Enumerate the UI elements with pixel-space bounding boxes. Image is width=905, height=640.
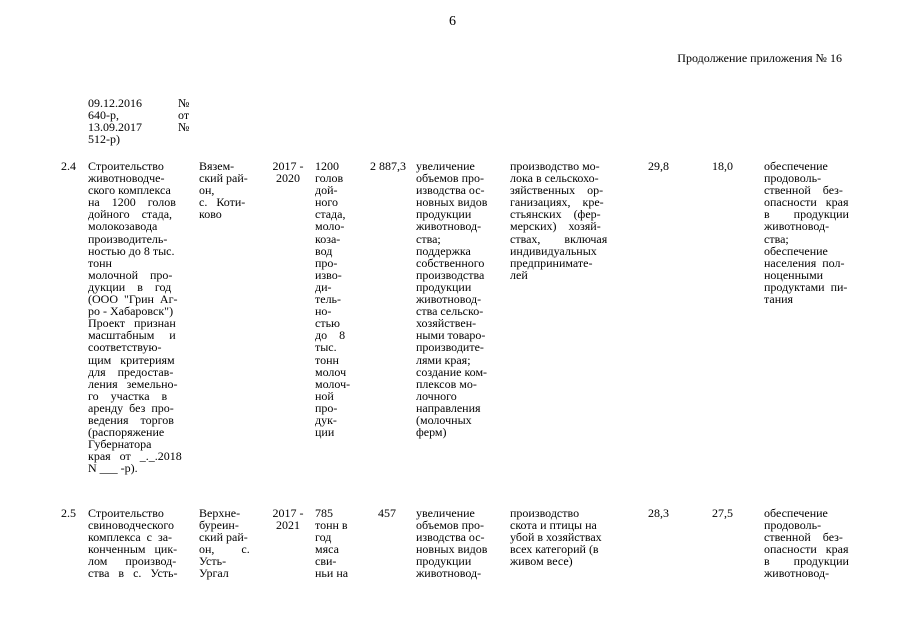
text-line: про- bbox=[315, 400, 338, 415]
text-line: в продукции bbox=[764, 554, 849, 569]
text-line: на 1200 голов bbox=[88, 195, 176, 210]
text-line: Строительство bbox=[88, 159, 164, 173]
text-line: Проект признан bbox=[88, 316, 176, 331]
text-line: но- bbox=[315, 304, 332, 319]
project-location bbox=[199, 507, 250, 580]
text-line: животновод- bbox=[764, 219, 830, 234]
text-line: Усть- bbox=[199, 554, 227, 569]
continuation-heading: Продолжение приложения № 16 bbox=[677, 51, 842, 65]
text-line: в продукции bbox=[764, 207, 849, 222]
text-line: № bbox=[178, 96, 190, 110]
text-line: ственной без- bbox=[764, 530, 843, 545]
text-line: N ___ -р). bbox=[88, 461, 138, 476]
text-line: моло- bbox=[315, 219, 345, 234]
text-line: (распоряжение bbox=[88, 425, 165, 440]
text-line: го участка в bbox=[88, 388, 168, 403]
row-number: 2.4 bbox=[61, 159, 76, 173]
text-line: 2021 bbox=[276, 518, 300, 533]
text-line: масштабным и bbox=[88, 328, 176, 343]
text-line: продукции bbox=[416, 279, 472, 294]
text-line: животновод- bbox=[416, 292, 482, 307]
text-line: лей bbox=[510, 267, 528, 282]
text-line: животновод- bbox=[764, 566, 830, 581]
text-line: 13.09.2017 bbox=[88, 120, 142, 135]
text-line: тонн bbox=[88, 255, 112, 270]
text-line: Вязем- bbox=[199, 159, 235, 173]
text-line: ной bbox=[315, 388, 334, 403]
project-years bbox=[266, 507, 310, 531]
text-line: мерских) хозяй- bbox=[510, 219, 601, 234]
text-line: обеспечение bbox=[764, 506, 828, 520]
text-line: лока в сельскохо- bbox=[510, 171, 599, 186]
text-line: увеличение bbox=[416, 159, 475, 173]
project-name bbox=[88, 160, 182, 474]
text-line: молоч bbox=[315, 364, 347, 379]
text-line: новных видов bbox=[416, 195, 488, 210]
text-line: дукции в год bbox=[88, 279, 172, 294]
text-line: производство мо- bbox=[510, 159, 600, 173]
project-indicator bbox=[510, 160, 607, 281]
text-line: производите- bbox=[416, 340, 484, 355]
text-line: 2017 - bbox=[272, 506, 304, 520]
text-line: сви- bbox=[315, 554, 337, 569]
text-line: стью bbox=[315, 316, 341, 331]
text-line: тонн bbox=[315, 352, 339, 367]
text-line: убой в хозяйствах bbox=[510, 530, 602, 545]
text-line: 09.12.2016 bbox=[88, 96, 142, 110]
project-name bbox=[88, 507, 178, 580]
text-line: ства; bbox=[764, 231, 789, 246]
project-indicator bbox=[510, 507, 602, 567]
text-line: обеспечение bbox=[764, 159, 828, 173]
text-line: буреин- bbox=[199, 518, 239, 533]
text-line: (молочных bbox=[416, 412, 472, 427]
text-line: ково bbox=[199, 207, 222, 222]
text-line: ди- bbox=[315, 279, 332, 294]
text-line: стьянских (фер- bbox=[510, 207, 601, 222]
text-line: опасности края bbox=[764, 195, 849, 210]
text-line: до 8 bbox=[315, 328, 346, 343]
text-line: увеличение bbox=[416, 506, 475, 520]
text-line: объемов про- bbox=[416, 171, 485, 186]
text-line: дой- bbox=[315, 183, 338, 198]
row-number: 2.5 bbox=[61, 506, 76, 520]
text-line: животновод- bbox=[416, 219, 482, 234]
project-cost: 457 bbox=[378, 506, 396, 520]
project-result bbox=[764, 160, 849, 305]
text-line: (ООО "Грин Аг- bbox=[88, 292, 178, 307]
text-line: продукции bbox=[416, 554, 472, 569]
text-line: Строительство bbox=[88, 506, 164, 520]
text-line: ностью до 8 тыс. bbox=[88, 243, 175, 258]
text-line: собственного bbox=[416, 255, 485, 270]
text-line: от bbox=[178, 108, 190, 123]
text-line: молочной про- bbox=[88, 267, 173, 282]
text-line: лями края; bbox=[416, 352, 471, 367]
text-line: № bbox=[178, 120, 190, 135]
text-line: производства bbox=[416, 267, 485, 282]
text-line: про- bbox=[315, 255, 338, 270]
text-line: животновод- bbox=[416, 566, 482, 581]
text-line: населения пол- bbox=[764, 255, 845, 270]
text-line: животноводче- bbox=[88, 171, 165, 186]
text-line: продоволь- bbox=[764, 171, 822, 186]
text-line: дук- bbox=[315, 412, 337, 427]
text-line: ства сельско- bbox=[416, 304, 484, 319]
project-capacity bbox=[315, 507, 348, 580]
text-line: стада, bbox=[315, 207, 346, 222]
text-line: вод bbox=[315, 243, 333, 258]
text-line: 512-р) bbox=[88, 132, 120, 147]
text-line: ления земельно- bbox=[88, 376, 178, 391]
text-line: ньи на bbox=[315, 566, 349, 581]
text-line: опасности края bbox=[764, 542, 849, 557]
text-line: производство bbox=[510, 506, 580, 520]
text-line: Губернатора bbox=[88, 437, 152, 452]
text-line: лочного bbox=[416, 388, 457, 403]
text-line: для предостав- bbox=[88, 364, 174, 379]
text-line: ства; bbox=[416, 231, 441, 246]
text-line: с. Коти- bbox=[199, 195, 246, 210]
text-line: ро - Хабаровск") bbox=[88, 304, 174, 319]
text-line: продоволь- bbox=[764, 518, 822, 533]
text-line: год bbox=[315, 530, 332, 545]
text-line: новных видов bbox=[416, 542, 488, 557]
text-line: обеспечение bbox=[764, 243, 828, 258]
text-line: Верхне- bbox=[199, 506, 241, 520]
text-line: поддержка bbox=[416, 243, 471, 258]
text-line: Ургал bbox=[199, 566, 229, 581]
text-line: плексов мо- bbox=[416, 376, 477, 391]
project-goal bbox=[416, 160, 487, 438]
text-line: ганизациях, кре- bbox=[510, 195, 604, 210]
indicator-value-1: 28,3 bbox=[648, 506, 669, 520]
text-line: дойного стада, bbox=[88, 207, 173, 222]
text-line: индивидуальных bbox=[510, 243, 597, 258]
text-line: молокозавода bbox=[88, 219, 158, 234]
text-line: аренду без про- bbox=[88, 400, 174, 415]
text-line: голов bbox=[315, 171, 344, 186]
text-line: зяйственных ор- bbox=[510, 183, 604, 198]
text-line: направления bbox=[416, 400, 481, 415]
text-line: продуктами пи- bbox=[764, 279, 848, 294]
project-result bbox=[764, 507, 849, 580]
text-line: 785 bbox=[315, 506, 333, 520]
text-line: мяса bbox=[315, 542, 339, 557]
text-line: ствах, включая bbox=[510, 231, 608, 246]
project-goal bbox=[416, 507, 487, 580]
text-line: конченным цик- bbox=[88, 542, 178, 557]
text-line: соответствую- bbox=[88, 340, 162, 355]
text-line: коза- bbox=[315, 231, 341, 246]
text-line: всех категорий (в bbox=[510, 542, 599, 557]
project-years bbox=[266, 160, 310, 184]
text-line: края от _._.2018 bbox=[88, 449, 182, 464]
text-line: ский рай- bbox=[199, 171, 248, 186]
text-line: изво- bbox=[315, 267, 342, 282]
indicator-value-2: 27,5 bbox=[712, 506, 733, 520]
top-fragment-right bbox=[178, 97, 189, 133]
text-line: 640-р, bbox=[88, 108, 119, 123]
text-line: продукции bbox=[416, 207, 472, 222]
text-line: щим критериям bbox=[88, 352, 175, 367]
text-line: комплекса с за- bbox=[88, 530, 173, 545]
project-capacity bbox=[315, 160, 350, 438]
text-line: ведения торгов bbox=[88, 412, 174, 427]
project-location bbox=[199, 160, 248, 220]
text-line: 1200 bbox=[315, 159, 339, 173]
text-line: тонн в bbox=[315, 518, 348, 533]
text-line: изводства ос- bbox=[416, 183, 485, 198]
text-line: живом весе) bbox=[510, 554, 573, 569]
text-line: молоч- bbox=[315, 376, 351, 391]
text-line: предпринимате- bbox=[510, 255, 593, 270]
text-line: свиноводческого bbox=[88, 518, 175, 533]
text-line: тыс. bbox=[315, 340, 337, 355]
text-line: ского комплекса bbox=[88, 183, 171, 198]
text-line: хозяйствен- bbox=[416, 316, 477, 331]
text-line: объемов про- bbox=[416, 518, 485, 533]
indicator-value-1: 29,8 bbox=[648, 159, 669, 173]
text-line: ными товаро- bbox=[416, 328, 486, 343]
text-line: он, bbox=[199, 183, 215, 198]
text-line: ский рай- bbox=[199, 530, 248, 545]
project-cost: 2 887,3 bbox=[370, 159, 406, 173]
top-fragment-left bbox=[88, 97, 142, 145]
text-line: тания bbox=[764, 292, 794, 307]
text-line: ства в с. Усть- bbox=[88, 566, 178, 581]
text-line: он, с. bbox=[199, 542, 250, 557]
text-line: ферм) bbox=[416, 425, 447, 440]
text-line: 2017 - bbox=[272, 159, 304, 173]
text-line: ственной без- bbox=[764, 183, 843, 198]
text-line: ноценными bbox=[764, 267, 824, 282]
page-number: 6 bbox=[449, 14, 456, 29]
text-line: ного bbox=[315, 195, 339, 210]
text-line: 2020 bbox=[276, 171, 300, 186]
text-line: изводства ос- bbox=[416, 530, 485, 545]
text-line: ции bbox=[315, 425, 335, 440]
text-line: тель- bbox=[315, 292, 342, 307]
text-line: лом производ- bbox=[88, 554, 177, 569]
text-line: создание ком- bbox=[416, 364, 488, 379]
text-line: скота и птицы на bbox=[510, 518, 597, 533]
text-line: производитель- bbox=[88, 231, 168, 246]
indicator-value-2: 18,0 bbox=[712, 159, 733, 173]
